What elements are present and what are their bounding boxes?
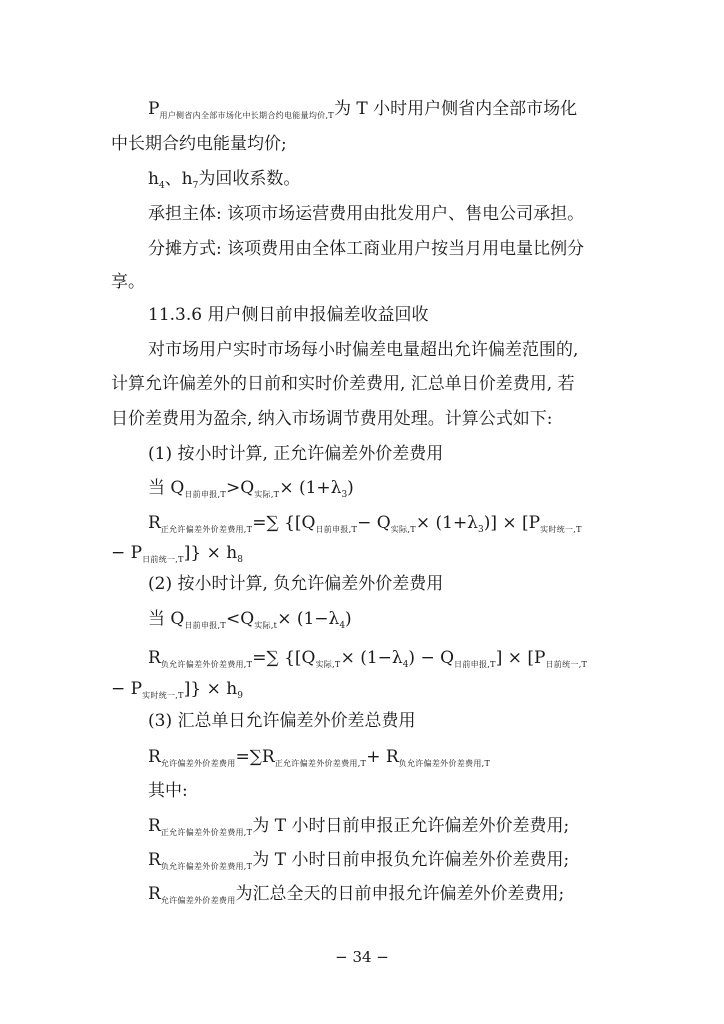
page-number: − 34 − [335, 948, 389, 966]
text-line-10: 日价差费用为盈余, 纳入市场调节费用处理。计算公式如下: [111, 409, 553, 429]
text-line-1: $P_{用户侧省内全部市场化中长期合约电能量均价,T}$为 T 小时用户侧省内全部市场化 [148, 99, 578, 120]
text-line-2: 中长期合约电能量均价; [111, 134, 287, 154]
condition-1: 当 $Q_{日前申报,T}>Q_{实际,T}\times (1+\lambda_3)$ [148, 478, 354, 500]
text-line-3: $h_4$、$h_7$为回收系数。 [148, 169, 301, 191]
text-line-4: 承担主体: 该项市场运营费用由批发用户、售电公司承担。 [148, 204, 585, 224]
text-line-6: 享。 [111, 272, 145, 292]
list-item-1: (1) 按小时计算, 正允许偏差外价差费用 [148, 444, 444, 464]
formula-1-continued: − $P_{日前统一,T}]\} \times h_8$ [111, 543, 243, 565]
text-line-9: 计算允许偏差外的日前和实时价差费用, 汇总单日价差费用, 若 [111, 374, 575, 394]
section-heading: 11.3.6 用户侧日前申报偏差收益回收 [148, 305, 429, 325]
formula-1: $R_{正允许偏差外价差费用,T}=\sum$ {$[Q_{日前申报,T}- Q_{实际,T}\times (1+\lambda_3)] \times [P_{实时统一,T}$ [148, 513, 582, 535]
formula-2-continued: − $P_{实时统一,T}]\} \times h_9$ [111, 679, 243, 701]
where-label: 其中: [148, 781, 188, 801]
formula-3: $R_{允许偏差外价差费用}=\sum R_{正允许偏差外价差费用,T}+ R_{负允许偏差外价差费用,T}$ [148, 747, 491, 768]
text-line-8: 对市场用户实时市场每小时偏差电量超出允许偏差范围的, [148, 340, 579, 360]
condition-2: 当 $Q_{日前申报,T}<Q_{实际,t}\times (1-\lambda_4)$ [148, 609, 352, 631]
definition-1: $R_{正允许偏差外价差费用,T}$为 T 小时日前申报正允许偏差外价差费用; [148, 816, 570, 837]
definition-2: $R_{负允许偏差外价差费用,T}$为 T 小时日前申报负允许偏差外价差费用; [148, 850, 570, 871]
list-item-3: (3) 汇总单日允许偏差外价差总费用 [148, 711, 416, 731]
list-item-2: (2) 按小时计算, 负允许偏差外价差费用 [148, 574, 444, 594]
formula-2: $R_{负允许偏差外价差费用,T}=\sum$ {$[Q_{实际,T}\times (1-\lambda_4) - Q_{日前申报,T}] \times [P_{日前统一,T}$ [148, 648, 588, 670]
definition-3: $R_{允许偏差外价差费用}$为汇总全天的日前申报允许偏差外价差费用; [148, 884, 565, 905]
text-line-5: 分摊方式: 该项费用由全体工商业用户按当月用电量比例分 [148, 239, 585, 259]
